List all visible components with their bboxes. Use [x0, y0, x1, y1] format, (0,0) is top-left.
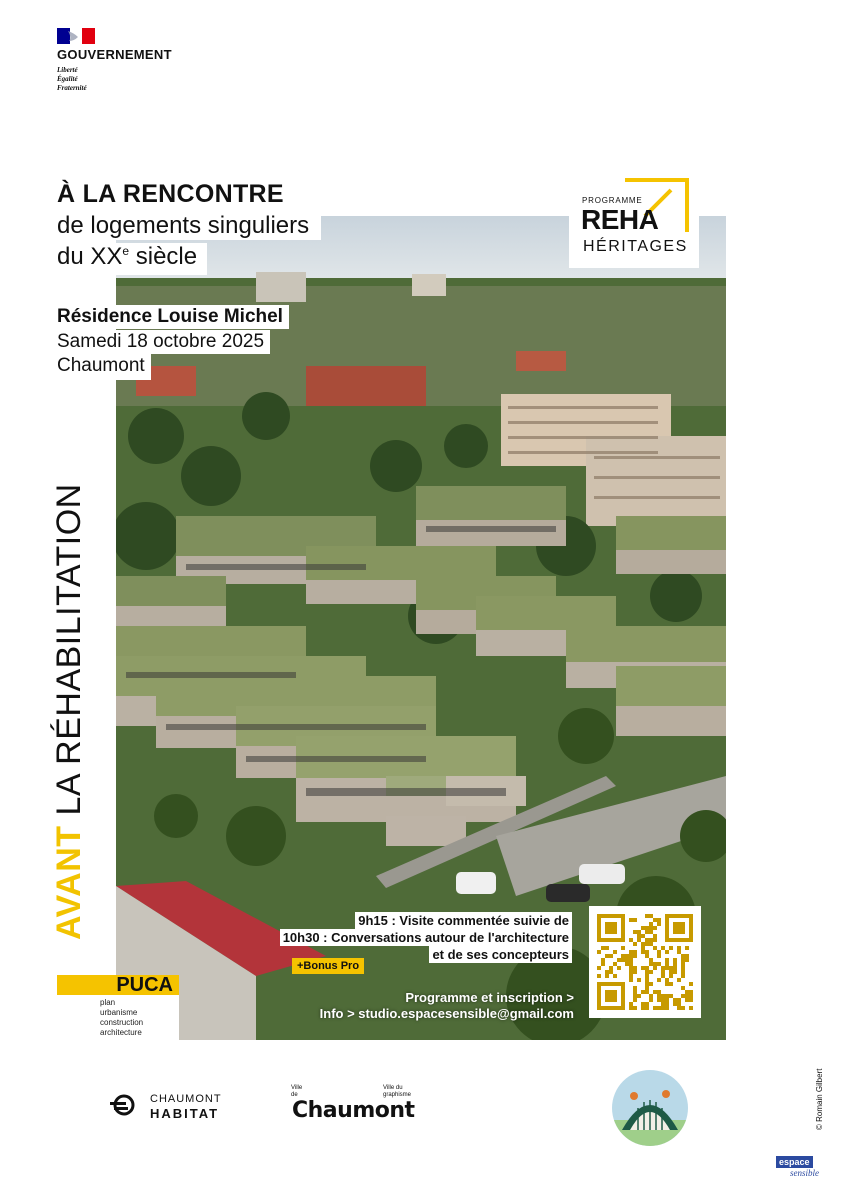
reha-name: REHA [581, 204, 659, 235]
registration-info [320, 990, 574, 1022]
chaumont-habitat-icon [110, 1092, 150, 1118]
reha-subtitle: HÉRITAGES [583, 238, 688, 255]
residence-name: Résidence Louise Michel [57, 305, 289, 329]
government-motto: Liberté Égalité Fraternité [57, 66, 87, 92]
ville-du-graphisme-label: Ville du graphisme [383, 1085, 412, 1098]
ville-de-label: Ville de [291, 1085, 303, 1098]
puca-bar [57, 975, 97, 995]
marianne-flag-icon [57, 28, 95, 44]
government-name: GOUVERNEMENT [57, 47, 172, 62]
event-city: Chaumont [57, 354, 151, 380]
qr-code-bg [589, 906, 701, 1018]
schedule [280, 912, 572, 963]
event-date: Samedi 18 octobre 2025 [57, 330, 270, 354]
title-line-3: du XXe siècle [57, 243, 207, 275]
bonus-pro-badge: +Bonus Pro [292, 958, 364, 974]
puca-name: PUCA [97, 975, 179, 995]
chaumont-wordmark: Chaumont [292, 1098, 415, 1123]
greenhouse-circle-logo [612, 1070, 688, 1146]
schedule-line-1: 9h15 : Visite commentée suivie de [355, 912, 572, 929]
registration-link[interactable]: Programme et inscription > [405, 990, 574, 1005]
chaumont-habitat-bottom: HABITAT [150, 1106, 220, 1121]
qr-code-icon[interactable] [597, 914, 693, 1010]
reha-heritages-logo [569, 178, 699, 268]
espace-sensible-logo: espace sensible [776, 1152, 826, 1174]
schedule-line-3: et de ses concepteurs [429, 946, 572, 963]
chaumont-habitat-top: CHAUMONT [150, 1093, 222, 1105]
reha-programme: PROGRAMME [582, 196, 643, 205]
photo-credit: © Romain Gilbert [815, 1068, 824, 1130]
contact-email[interactable]: Info > studio.espacesensible@gmail.com [319, 1006, 574, 1021]
title-line-1: À LA RENCONTRE [57, 180, 284, 208]
vertical-heading: AVANT LA RÉHABILITATION [50, 483, 88, 940]
greenhouse-icon [612, 1070, 688, 1146]
title-line-2: de logements singuliers [57, 212, 321, 240]
schedule-line-2: 10h30 : Conversations autour de l'architecture [280, 929, 572, 946]
puca-subtitle: plan urbanisme construction architecture [100, 998, 144, 1037]
